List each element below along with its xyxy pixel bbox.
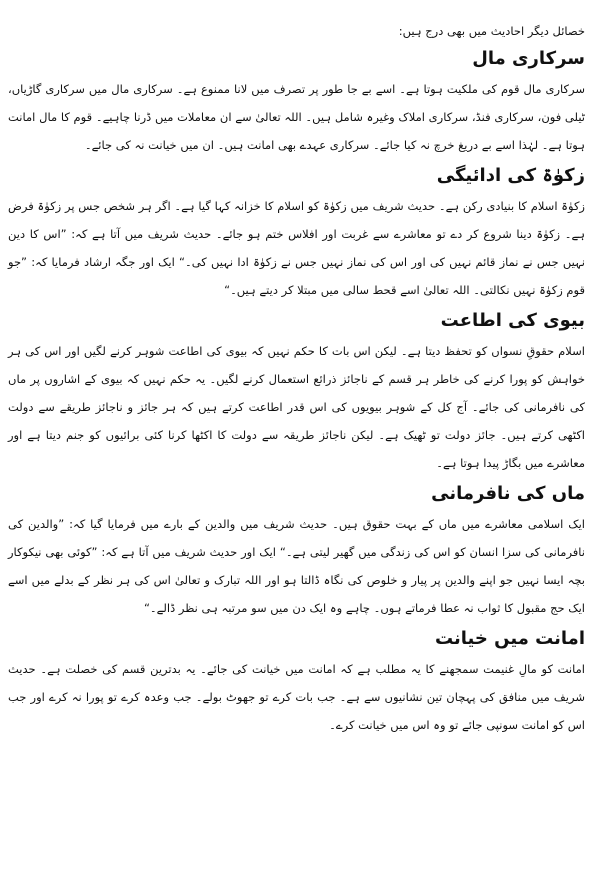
section-wife-obedience bbox=[8, 308, 585, 477]
section-zakat bbox=[8, 163, 585, 304]
section-paragraph: اسلام حقوقِ نسواں کو تحفظ دیتا ہے۔ لیکن اس بات کا حکم نہیں کہ بیوی کی اطاعت شوہر کرنے لگیں اور اس کی ہر خواہش کو پورا کرنے کی خاطر ہر قسم کے ناجائز ذرائع استعمال کرنے لگیں۔ یہ حکم نہیں کہ بیوی کے اشاروں پر ماں کی نافرمانی کی جائے۔ آج کل کے شوہر بیویوں کی اس قدر اطاعت کرتے ہیں کہ ہر جائز و ناجائز طریقے سے دولت اکٹھی کرتے ہیں۔ جائز دولت تو ٹھیک ہے۔ لیکن ناجائز طریقہ سے دولت کا اکٹھا کرنا کئی برائیوں کو جنم دیتا ہے اور معاشرے میں بگاڑ پیدا ہوتا ہے۔ bbox=[8, 344, 585, 470]
section-breach-of-trust bbox=[8, 626, 585, 739]
section-paragraph: زکوٰۃ اسلام کا بنیادی رکن ہے۔ حدیث شریف میں زکوٰۃ کو اسلام کا خزانہ کہا گیا ہے۔ اگر ہر شخص جس پر زکوٰۃ فرض ہے۔ زکوٰۃ دینا شروع کر دے تو معاشرے سے غربت اور افلاس ختم ہو جائے۔ حدیث شریف میں آتا ہے کہ: ”اس کا دین نہیں جس نے نماز قائم نہیں کی اور اس کی نماز نہیں جس نے زکوٰۃ ادا نہیں کی۔“ ایک اور جگہ ارشاد فرمایا کہ: ”جو قوم زکوٰۃ نہیں نکالتی۔ اللہ تعالیٰ اسے قحط سالی میں مبتلا کر دیتے ہیں۔“ bbox=[8, 199, 585, 297]
section-heading: سرکاری مال bbox=[472, 48, 585, 69]
section-heading: امانت میں خیانت bbox=[434, 628, 585, 649]
section-heading: زکوٰۃ کی ادائیگی bbox=[436, 165, 585, 186]
intro-line: خصائل دیگر احادیث میں بھی درج ہیں: bbox=[398, 24, 585, 38]
section-paragraph: امانت کو مالِ غنیمت سمجھنے کا یہ مطلب ہے کہ امانت میں خیانت کی جائے۔ یہ بدترین قسم کی خصلت ہے۔ حدیث شریف میں منافق کی پہچان تین نشانیوں سے ہے۔ جب بات کرے تو جھوٹ بولے۔ جب وعدہ کرے تو پورا نہ کرے اور جب اس کو امانت سونپی جائے تو وہ اس میں خیانت کرے۔ bbox=[8, 662, 585, 732]
section-heading: ماں کی نافرمانی bbox=[431, 483, 585, 504]
section-heading: بیوی کی اطاعت bbox=[440, 310, 585, 331]
section-mother-disobedience bbox=[8, 481, 585, 622]
section-government-property bbox=[8, 46, 585, 159]
section-paragraph: ایک اسلامی معاشرے میں ماں کے بہت حقوق ہیں۔ حدیث شریف میں والدین کے بارے میں فرمایا گیا کہ: ”والدین کی نافرمانی کی سزا انسان کو اس کی زندگی میں گھیر لیتی ہے۔“ ایک اور حدیث شریف میں آتا ہے کہ: ”کوئی بھی نیکوکار بچہ ایسا نہیں جو اپنے والدین پر پیار و خلوص کی نگاہ ڈالتا ہو اور اللہ تبارک و تعالیٰ اس کی ہر نظر کے بدلے میں اسے ایک حج مقبول کا ثواب نہ عطا فرماتے ہوں۔ چاہے وہ ایک دن میں سو مرتبہ ہی نظر ڈالے۔“ bbox=[8, 517, 585, 615]
section-paragraph: سرکاری مال قوم کی ملکیت ہوتا ہے۔ اسے بے جا طور پر تصرف میں لانا ممنوع ہے۔ سرکاری مال میں سرکاری گاڑیاں، ٹیلی فون، سرکاری فنڈ، سرکاری املاک وغیرہ شامل ہیں۔ اللہ تعالیٰ سے ان معاملات میں ڈرنا چاہیے۔ قوم کا مال امانت ہوتا ہے۔ لہٰذا اسے بے دریغ خرچ نہ کیا جائے۔ سرکاری عہدے بھی امانت ہیں۔ ان میں خیانت نہ کی جائے۔ bbox=[8, 82, 585, 152]
